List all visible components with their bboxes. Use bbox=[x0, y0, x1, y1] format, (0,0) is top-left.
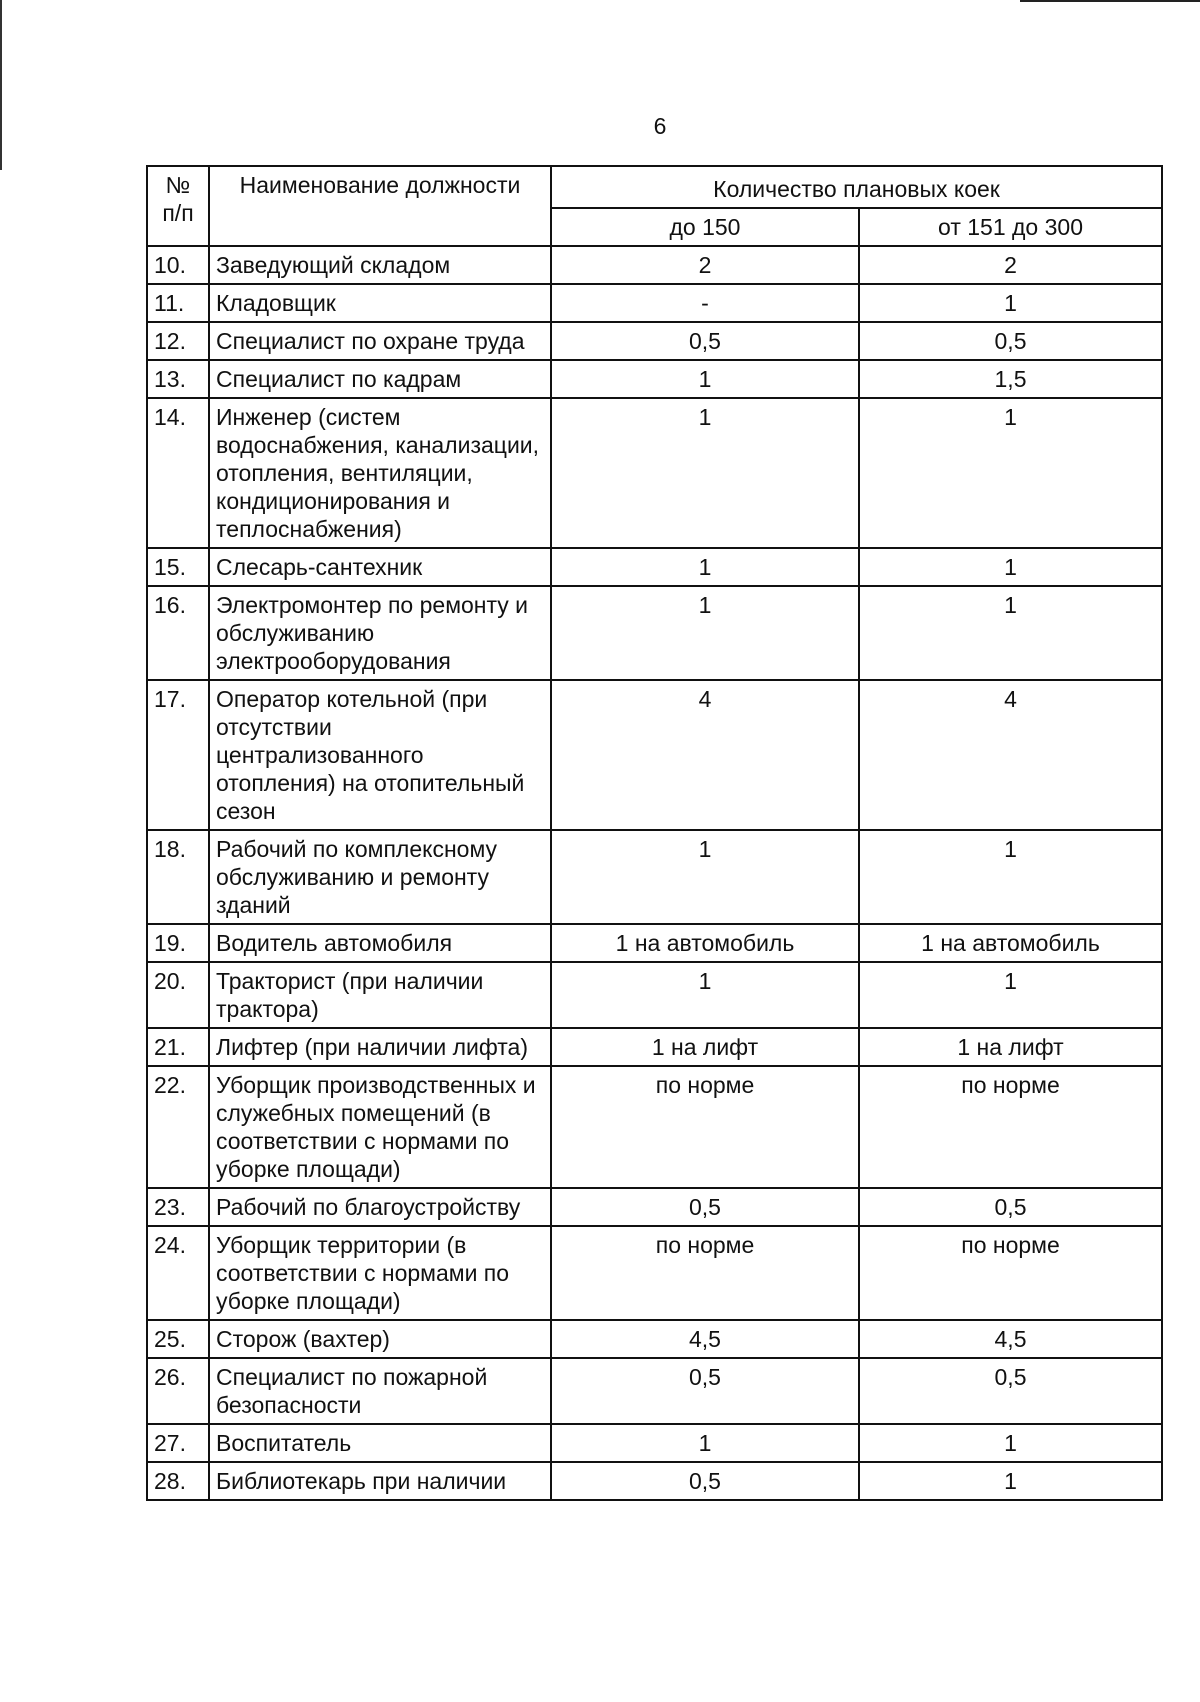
row-number: 26. bbox=[147, 1358, 209, 1424]
table-row bbox=[147, 586, 1162, 680]
row-value-151-300: 1 bbox=[859, 830, 1162, 924]
scan-edge-top bbox=[1020, 0, 1200, 2]
row-value-up-to-150: по норме bbox=[551, 1066, 859, 1188]
row-value-151-300: 0,5 bbox=[859, 1358, 1162, 1424]
table-row bbox=[147, 322, 1162, 360]
row-number: 23. bbox=[147, 1188, 209, 1226]
row-value-up-to-150: 4,5 bbox=[551, 1320, 859, 1358]
row-position-name: Электромонтер по ремонту и обслуживанию электрооборудования bbox=[209, 586, 551, 680]
table-row bbox=[147, 1424, 1162, 1462]
table-row bbox=[147, 284, 1162, 322]
row-value-up-to-150: - bbox=[551, 284, 859, 322]
header-151-300: от 151 до 300 bbox=[859, 208, 1162, 246]
row-value-151-300: 1 bbox=[859, 284, 1162, 322]
table-row bbox=[147, 1462, 1162, 1500]
row-position-name: Инженер (систем водоснабжения, канализации, отопления, вентиляции, кондиционирования и теплоснабжения) bbox=[209, 398, 551, 548]
row-position-name: Оператор котельной (при отсутствии централизованного отопления) на отопительный сезон bbox=[209, 680, 551, 830]
row-number: 21. bbox=[147, 1028, 209, 1066]
row-value-151-300: 1,5 bbox=[859, 360, 1162, 398]
table-row bbox=[147, 1188, 1162, 1226]
row-position-name: Специалист по кадрам bbox=[209, 360, 551, 398]
header-position: Наименование должности bbox=[209, 166, 551, 246]
row-number: 12. bbox=[147, 322, 209, 360]
row-value-up-to-150: по норме bbox=[551, 1226, 859, 1320]
table-row bbox=[147, 680, 1162, 830]
row-number: 13. bbox=[147, 360, 209, 398]
row-number: 14. bbox=[147, 398, 209, 548]
row-position-name: Слесарь-сантехник bbox=[209, 548, 551, 586]
header-up-to-150: до 150 bbox=[551, 208, 859, 246]
row-number: 15. bbox=[147, 548, 209, 586]
row-number: 25. bbox=[147, 1320, 209, 1358]
row-position-name: Библиотекарь при наличии bbox=[209, 1462, 551, 1500]
row-number: 10. bbox=[147, 246, 209, 284]
row-position-name: Лифтер (при наличии лифта) bbox=[209, 1028, 551, 1066]
row-value-up-to-150: 1 bbox=[551, 360, 859, 398]
row-value-151-300: 1 bbox=[859, 398, 1162, 548]
row-value-up-to-150: 4 bbox=[551, 680, 859, 830]
row-number: 16. bbox=[147, 586, 209, 680]
row-value-151-300: по норме bbox=[859, 1066, 1162, 1188]
row-position-name: Рабочий по комплексному обслуживанию и ремонту зданий bbox=[209, 830, 551, 924]
row-number: 28. bbox=[147, 1462, 209, 1500]
table-row bbox=[147, 548, 1162, 586]
row-value-151-300: 1 bbox=[859, 1424, 1162, 1462]
row-value-up-to-150: 1 bbox=[551, 548, 859, 586]
row-value-151-300: 0,5 bbox=[859, 322, 1162, 360]
row-value-up-to-150: 0,5 bbox=[551, 1358, 859, 1424]
table-row bbox=[147, 924, 1162, 962]
header-number: № п/п bbox=[147, 166, 209, 246]
row-value-151-300: 2 bbox=[859, 246, 1162, 284]
row-value-up-to-150: 1 bbox=[551, 830, 859, 924]
table-row bbox=[147, 1226, 1162, 1320]
row-value-151-300: 1 bbox=[859, 1462, 1162, 1500]
row-value-151-300: 0,5 bbox=[859, 1188, 1162, 1226]
row-number: 24. bbox=[147, 1226, 209, 1320]
row-position-name: Водитель автомобиля bbox=[209, 924, 551, 962]
row-value-up-to-150: 1 на лифт bbox=[551, 1028, 859, 1066]
table-row bbox=[147, 1066, 1162, 1188]
table-row bbox=[147, 246, 1162, 284]
row-value-up-to-150: 1 bbox=[551, 398, 859, 548]
row-value-up-to-150: 2 bbox=[551, 246, 859, 284]
row-value-up-to-150: 0,5 bbox=[551, 1188, 859, 1226]
scan-edge-left bbox=[0, 0, 2, 170]
row-position-name: Кладовщик bbox=[209, 284, 551, 322]
row-value-up-to-150: 0,5 bbox=[551, 1462, 859, 1500]
row-position-name: Сторож (вахтер) bbox=[209, 1320, 551, 1358]
row-position-name: Специалист по пожарной безопасности bbox=[209, 1358, 551, 1424]
row-position-name: Тракторист (при наличии трактора) bbox=[209, 962, 551, 1028]
row-number: 27. bbox=[147, 1424, 209, 1462]
table-row bbox=[147, 360, 1162, 398]
staffing-table bbox=[146, 165, 1163, 1501]
row-value-up-to-150: 0,5 bbox=[551, 322, 859, 360]
row-value-151-300: 4 bbox=[859, 680, 1162, 830]
row-number: 22. bbox=[147, 1066, 209, 1188]
row-number: 18. bbox=[147, 830, 209, 924]
row-number: 20. bbox=[147, 962, 209, 1028]
table-row bbox=[147, 1358, 1162, 1424]
row-position-name: Уборщик территории (в соответствии с нормами по уборке площади) bbox=[209, 1226, 551, 1320]
row-position-name: Рабочий по благоустройству bbox=[209, 1188, 551, 1226]
header-beds-group: Количество плановых коек bbox=[551, 166, 1162, 208]
row-position-name: Заведующий складом bbox=[209, 246, 551, 284]
row-value-151-300: 4,5 bbox=[859, 1320, 1162, 1358]
row-value-up-to-150: 1 bbox=[551, 1424, 859, 1462]
row-value-151-300: 1 на лифт bbox=[859, 1028, 1162, 1066]
row-number: 11. bbox=[147, 284, 209, 322]
row-position-name: Специалист по охране труда bbox=[209, 322, 551, 360]
table-row bbox=[147, 830, 1162, 924]
row-value-151-300: по норме bbox=[859, 1226, 1162, 1320]
page-number: 6 bbox=[653, 113, 667, 139]
row-position-name: Воспитатель bbox=[209, 1424, 551, 1462]
row-value-up-to-150: 1 bbox=[551, 962, 859, 1028]
row-value-151-300: 1 на автомобиль bbox=[859, 924, 1162, 962]
row-value-151-300: 1 bbox=[859, 586, 1162, 680]
table-header-row bbox=[147, 166, 1162, 208]
table-row bbox=[147, 962, 1162, 1028]
row-value-up-to-150: 1 на автомобиль bbox=[551, 924, 859, 962]
row-value-151-300: 1 bbox=[859, 548, 1162, 586]
table-row bbox=[147, 1320, 1162, 1358]
row-number: 17. bbox=[147, 680, 209, 830]
row-number: 19. bbox=[147, 924, 209, 962]
row-position-name: Уборщик производственных и служебных помещений (в соответствии с нормами по уборке площади) bbox=[209, 1066, 551, 1188]
row-value-up-to-150: 1 bbox=[551, 586, 859, 680]
table-row bbox=[147, 1028, 1162, 1066]
row-value-151-300: 1 bbox=[859, 962, 1162, 1028]
table-row bbox=[147, 398, 1162, 548]
